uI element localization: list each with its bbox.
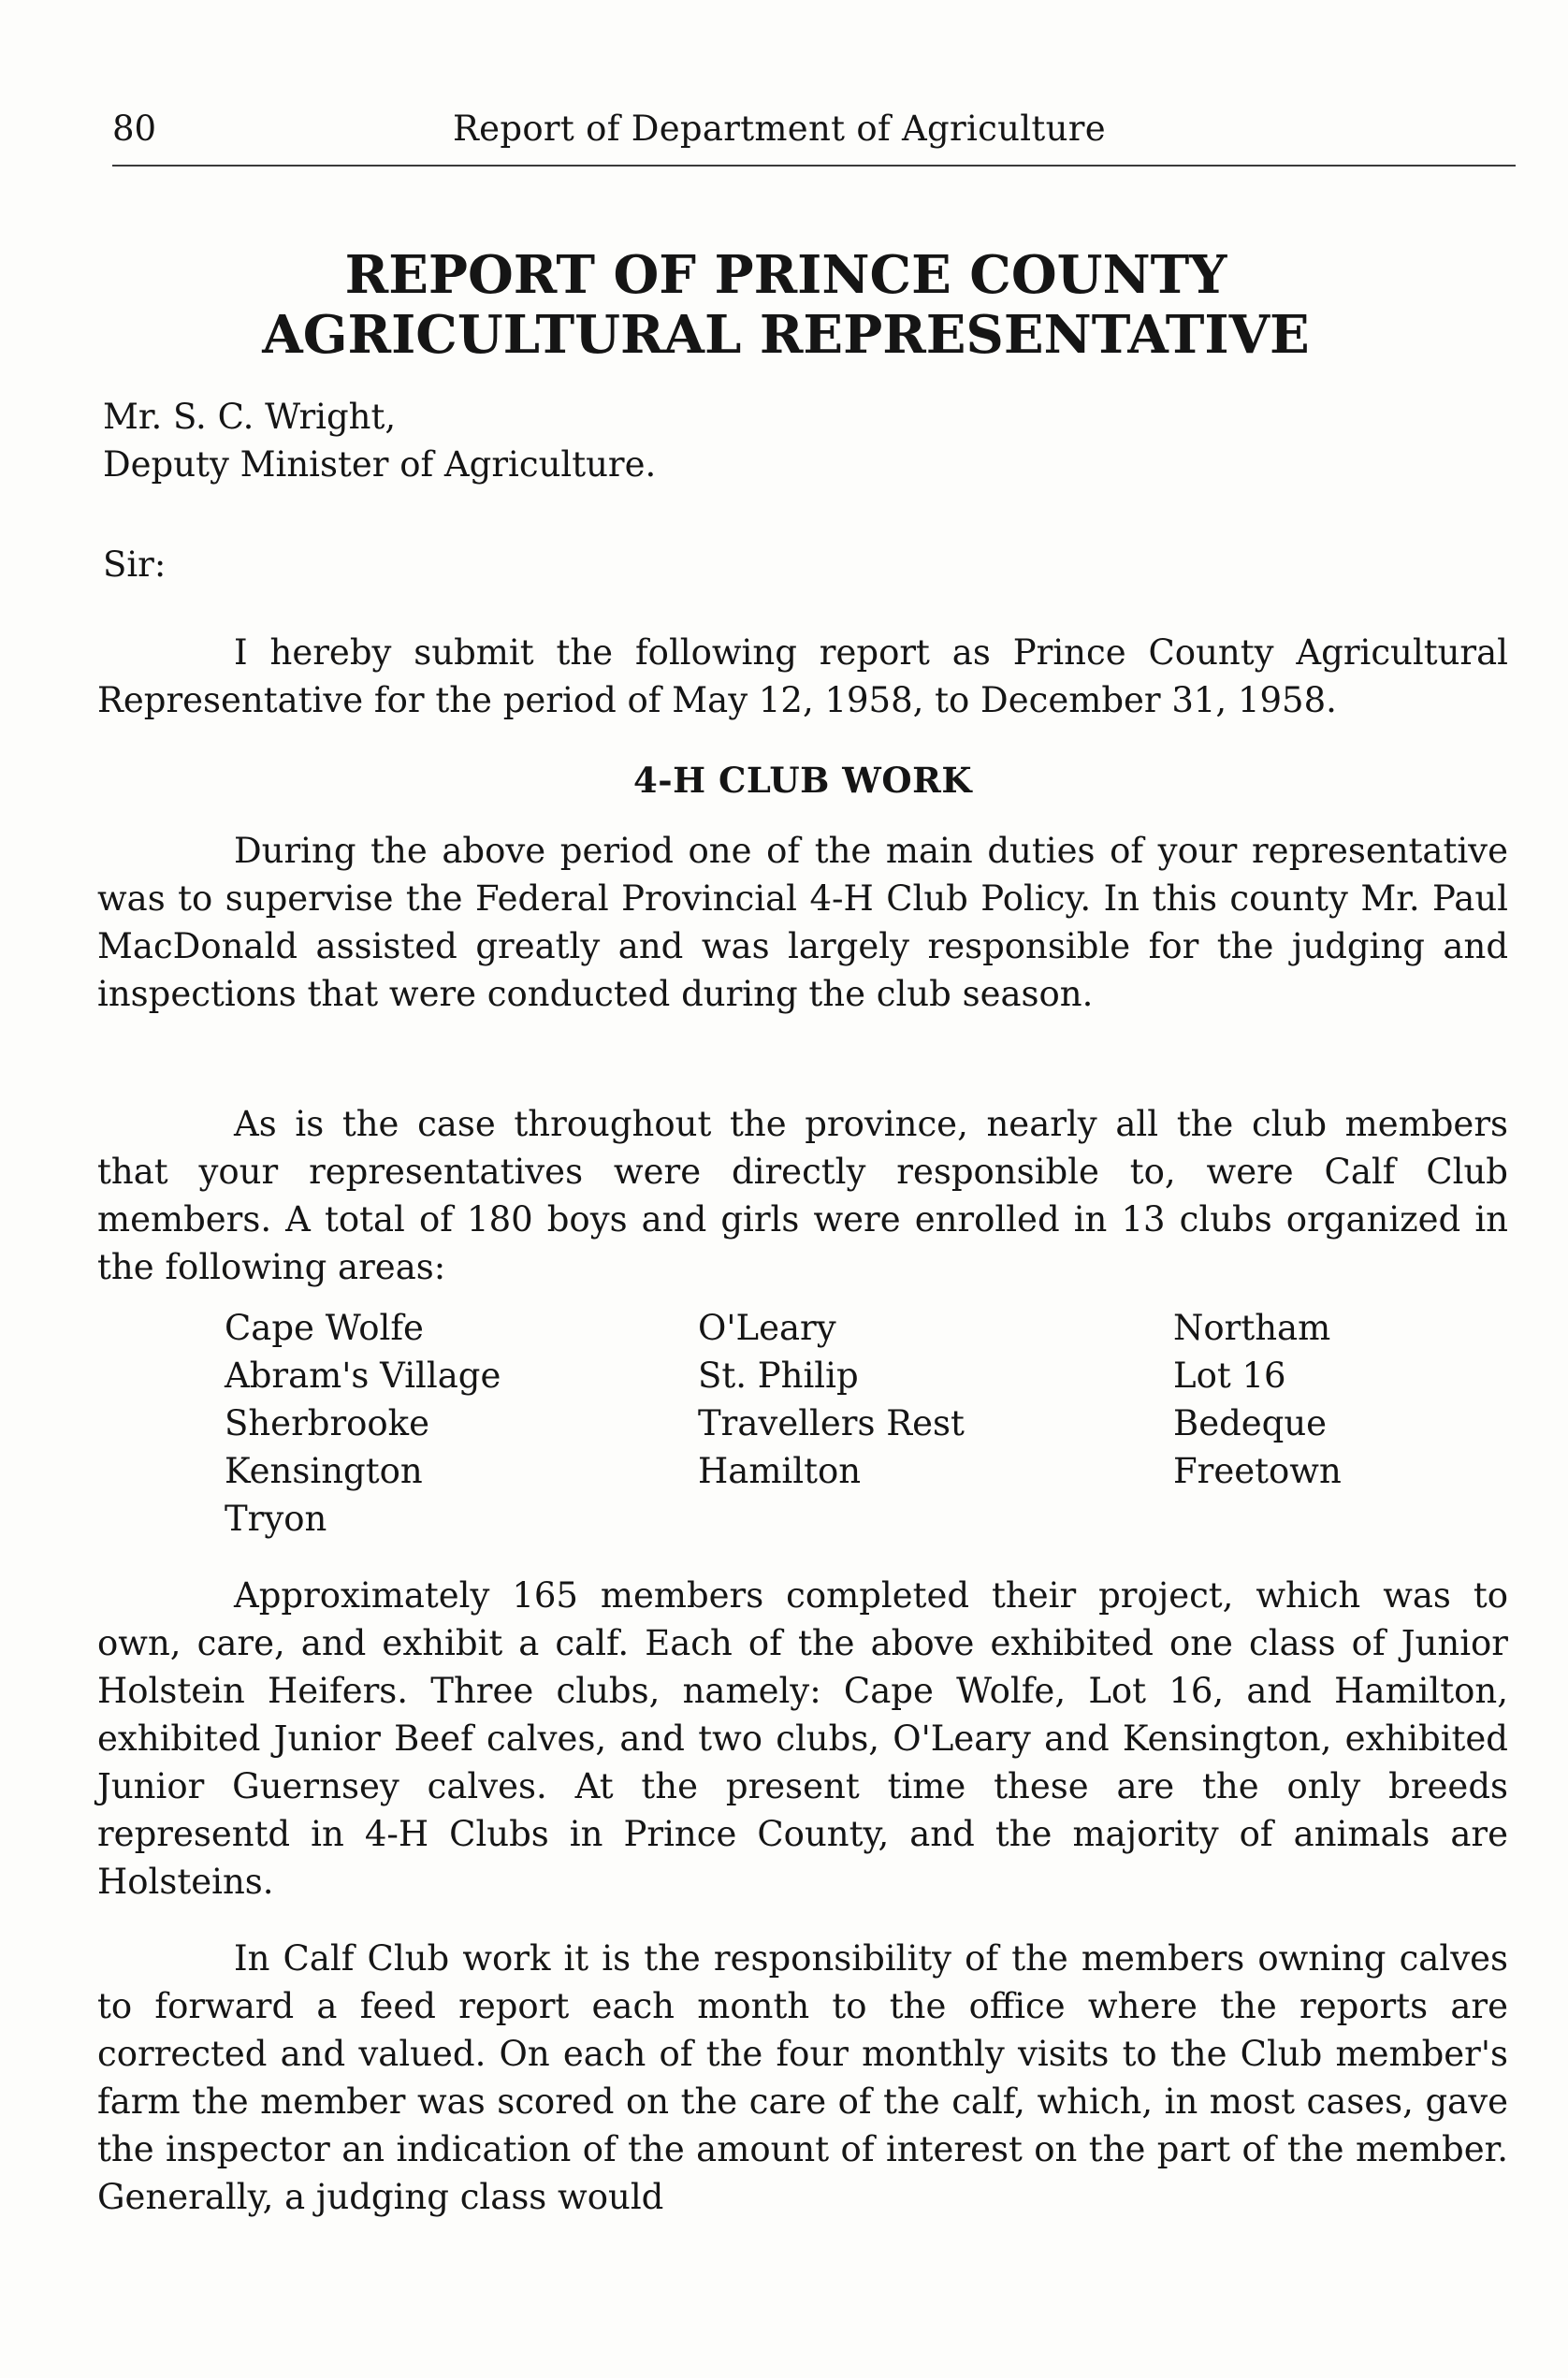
paragraph-intro: I hereby submit the following report as Prince County Agricultural Representative for the period of May 12, 1958, to December 31, 1958. — [97, 632, 1508, 720]
area-item: Tryon — [225, 1499, 327, 1539]
report-title — [206, 245, 1366, 365]
area-item: Abram's Village — [225, 1356, 501, 1396]
areas-column-3 — [1173, 1304, 1568, 1495]
area-item: Kensington — [225, 1451, 423, 1491]
paragraph-projects: Approximately 165 members completed their project, which was to own, care, and exhibit a calf. Each of the above exhibited one class of Junior Holstein Heifers. Three clubs, namely: Cape Wolfe, Lot 16, and Hamilton, exhibited Junior Beef calves, and two clubs, O'Leary and Kensington, exhibited Junior Guernsey calves. At the present time these are the only breeds representd in 4-H Clubs in Prince County, and the majority of animals are Holsteins. — [97, 1575, 1508, 1902]
header-divider — [112, 165, 1516, 167]
areas-column-1 — [225, 1304, 674, 1543]
greeting: Sir: — [103, 544, 167, 585]
addressee-name: Mr. S. C. Wright, — [103, 397, 397, 437]
area-item: Travellers Rest — [698, 1403, 965, 1443]
addressee-position: Deputy Minister of Agriculture. — [103, 444, 657, 485]
running-header — [112, 105, 1516, 153]
area-item: Freetown — [1173, 1451, 1342, 1491]
area-item: Bedeque — [1173, 1403, 1328, 1443]
areas-column-2 — [698, 1304, 1147, 1495]
paragraph-membership: As is the case throughout the province, nearly all the club members that your representatives were directly responsible to, were Calf Club members. A total of 180 boys and girls were enrolled in 13 clubs organized in the following areas: — [97, 1104, 1508, 1287]
area-item: Cape Wolfe — [225, 1308, 424, 1348]
area-item: Lot 16 — [1173, 1356, 1286, 1396]
paragraph-calf-club: In Calf Club work it is the responsibility of the members owning calves to forward a feed report each month to the office where the reports are corrected and valued. On each of the four monthly visits to the Club member's farm the member was scored on the care of the calf, which, in most cases, gave the inspector an indication of the amount of interest on the part of the member. Generally, a judging class would — [97, 1938, 1508, 2217]
running-title: Report of Department of Agriculture — [453, 109, 1106, 149]
addressee-block — [103, 393, 1506, 488]
page-number: 80 — [112, 109, 157, 149]
area-item: Hamilton — [698, 1451, 862, 1491]
area-item: St. Philip — [698, 1356, 859, 1396]
report-title-line-1: REPORT OF PRINCE COUNTY — [344, 244, 1227, 306]
area-item: Sherbrooke — [225, 1403, 430, 1443]
area-item: O'Leary — [698, 1308, 836, 1348]
report-title-line-2: AGRICULTURAL REPRESENTATIVE — [262, 304, 1310, 366]
paragraph-club-duties: During the above period one of the main duties of your representative was to supervise the Federal Provincial 4-H Club Policy. In this county Mr. Paul MacDonald assisted greatly and was largely responsible for the judging and inspections that were conducted during the club season. — [97, 831, 1508, 1014]
area-item: Northam — [1173, 1308, 1331, 1348]
club-areas-list — [225, 1304, 1441, 1547]
section-heading: 4-H CLUB WORK — [633, 760, 972, 801]
